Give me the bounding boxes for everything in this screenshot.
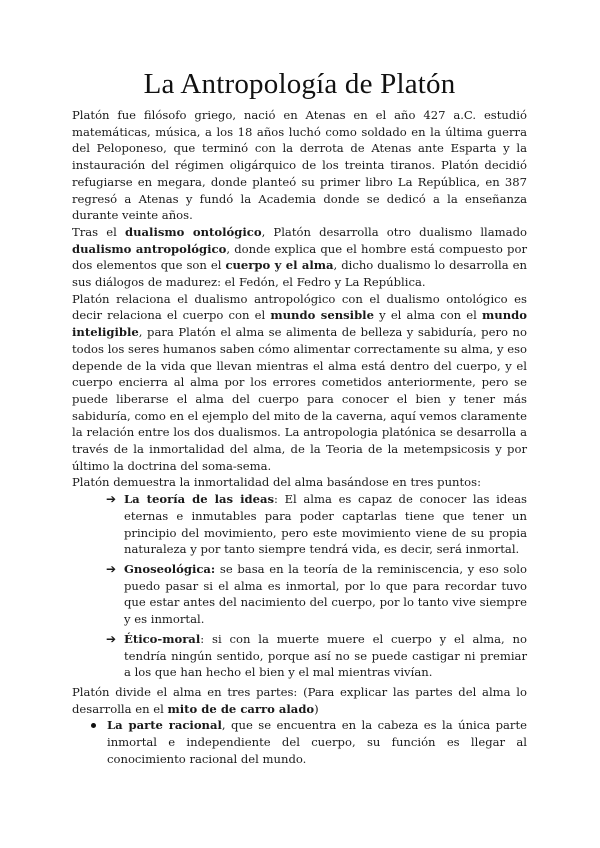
list-item: ➔ Gnoseológica: se basa en la teoría de la reminiscencia, y eso solo puedo pasar si el alma es inmortal, por lo que para recordar tuvo que estar antes del nacimiento del cuerpo, por lo tanto vive siempre y es inmortal. — [106, 561, 528, 627]
arrow-icon: ➔ — [106, 492, 117, 507]
paragraph-soul-parts: Platón divide el alma en tres partes: (Para explicar las partes del alma lo desarrolla en el mito de de carro alado) — [72, 684, 527, 716]
arrow-icon: ➔ — [106, 561, 117, 576]
paragraph-immortality-intro: Platón demuestra la inmortalidad del alma basándose en tres puntos: — [72, 475, 481, 490]
document-title: La Antropología de Platón — [143, 68, 456, 100]
paragraph-biography: Platón fue filósofo griego, nació en Atenas en el año 427 a.C. estudió matemáticas, música, a los 18 años luchó como soldado en la última guerra del Peloponeso, que terminó con la derrota de Atenas ante Esparta y la instauración del régimen oligárquico de los treinta tiranos. Platón decidió refugiarse en megara, donde planteó su primer libro La República, en 387 regresó a Atenas y fundó la Academia donde se dedicó a la enseñanza durante veinte años. — [72, 108, 527, 223]
list-item: La parte racional, que se encuentra en la cabeza es la única parte inmortal e independiente del cuerpo, su función es llegar al conocimiento racional del mundo. — [89, 717, 527, 767]
list-item: ➔ La teoría de las ideas: El alma es capaz de conocer las ideas eternas e inmutables para poder captarlas tiene que tener un principio del movimiento, pero este movimiento viene de su propia naturaleza y por tanto siempre tendrá vida, es decir, será inmortal. — [106, 492, 527, 557]
list-item: ➔ Ético-moral: si con la muerte muere el cuerpo y el alma, no tendría ningún sentido, porque así no se puede castigar ni premiar a los que han hecho el bien y el mal mientras vivían. — [106, 631, 527, 680]
paragraph-dualism: Tras el dualismo ontológico, Platón desarrolla otro dualismo llamado dualismo antropológico, donde explica que el hombre está compuesto por dos elementos que son el cuerpo y el alma, dicho dualismo lo desarrolla en sus diálogos de madurez: el Fedón, el Fedro y La República. — [72, 224, 527, 290]
bullet-icon — [91, 723, 96, 728]
soul-parts-list — [72, 717, 527, 767]
arrow-icon: ➔ — [106, 631, 117, 646]
immortality-points-list — [72, 491, 527, 681]
paragraph-relation: Platón relaciona el dualismo antropológico con el dualismo ontológico es decir relaciona el cuerpo con el mundo sensible y el alma con el mundo inteligible, para Platón el alma se alimenta de belleza y sabiduría, pero no todos los seres humanos saben cómo alimentar correctamente su alma, y eso depende de la vida que llevan mientras el alma está dentro del cuerpo, y el cuerpo encierra al alma por los errores cometidos anteriormente, pero se puede liberarse el alma del cuerpo para conocer el bien y tener más sabiduría, como en el ejemplo del mito de la caverna, aquí vemos claramente la relación entre los dos dualismos. La antropologia platónica se desarrolla a través de la inmortalidad del alma, de la Teoria de la metempsicosis y por último la doctrina del soma-sema. — [72, 291, 527, 473]
